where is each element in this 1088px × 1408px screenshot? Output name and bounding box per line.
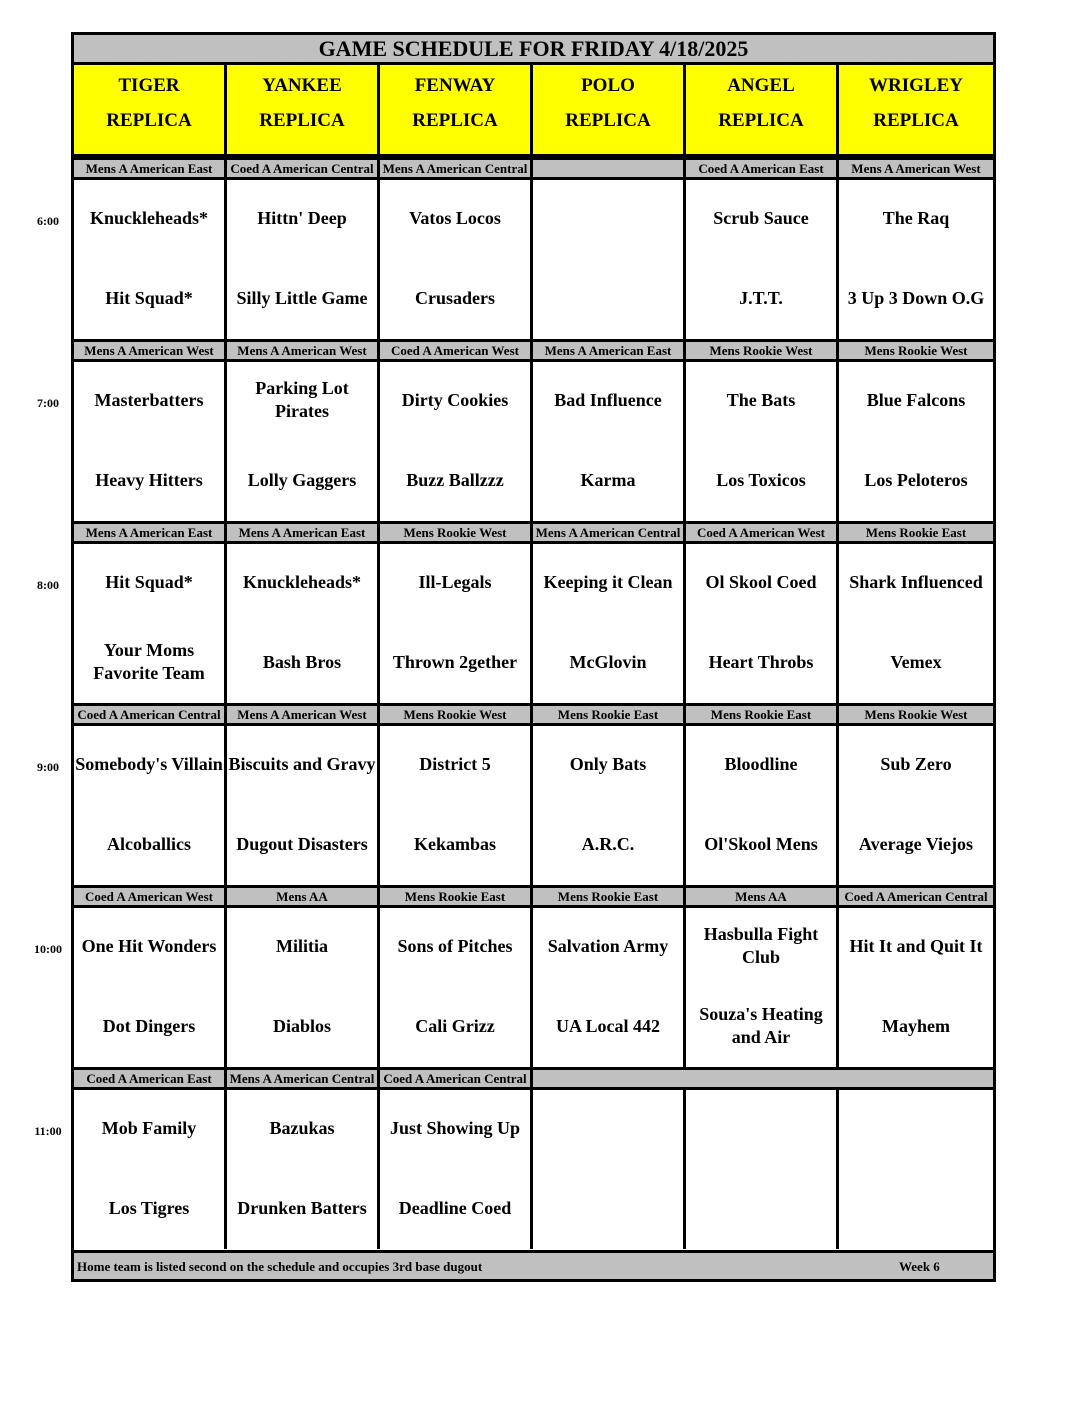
- home-team: Drunken Batters: [237, 1197, 367, 1218]
- home-team: J.T.T.: [739, 287, 783, 308]
- game-cell: [686, 544, 839, 703]
- division-label: Mens A American Central: [380, 160, 533, 177]
- away-team: Parking Lot Pirates: [255, 378, 349, 421]
- game-cell: [74, 726, 227, 885]
- away-team: [686, 1103, 836, 1153]
- division-label: Mens A American East: [227, 524, 380, 541]
- division-row: [74, 1067, 993, 1090]
- game-cell: [839, 908, 993, 1067]
- division-label: Mens Rookie East: [686, 706, 839, 723]
- away-team: Vatos Locos: [409, 207, 501, 228]
- game-cell: [227, 908, 380, 1067]
- games-row: [74, 180, 993, 339]
- division-row: [74, 339, 993, 362]
- time-label: 8:00: [37, 578, 59, 592]
- game-cell: [74, 180, 227, 339]
- home-team: Dot Dingers: [102, 1015, 196, 1036]
- home-team: UA Local 442: [555, 1015, 660, 1036]
- time-slot-block: [74, 1067, 993, 1249]
- games-row: [74, 1090, 993, 1249]
- home-team: Lolly Gaggers: [247, 469, 357, 490]
- time-slot-block: [74, 157, 993, 339]
- division-label: Coed A American Central: [74, 706, 227, 723]
- division-label: Mens A American Central: [227, 1070, 380, 1087]
- away-team: Sons of Pitches: [397, 935, 513, 956]
- division-row: [74, 157, 993, 180]
- away-team: Bad Influence: [554, 389, 662, 410]
- home-team: Crusaders: [415, 287, 495, 308]
- away-team: Somebody's Villain: [75, 753, 223, 774]
- game-cell: [74, 362, 227, 521]
- home-team: Los Tigres: [108, 1197, 190, 1218]
- division-label: Mens A American West: [227, 342, 380, 359]
- home-team: Bash Bros: [262, 651, 342, 672]
- division-label: Coed A American West: [74, 888, 227, 905]
- division-label: Mens Rookie East: [533, 706, 686, 723]
- away-team: [533, 193, 683, 243]
- division-label: Mens A American West: [74, 342, 227, 359]
- division-label: Mens A American Central: [533, 524, 686, 541]
- division-label: [839, 1070, 993, 1087]
- home-team: Vemex: [890, 651, 942, 672]
- away-team: [533, 1103, 683, 1153]
- game-cell: [380, 180, 533, 339]
- games-row: [74, 544, 993, 703]
- game-cell: [227, 1090, 380, 1249]
- game-cell: [686, 1090, 839, 1249]
- home-team: Heavy Hitters: [95, 469, 203, 490]
- time-label: 7:00: [37, 396, 59, 410]
- field-sub: REPLICA: [412, 110, 498, 131]
- field-name: ANGEL: [727, 75, 795, 96]
- away-team: Keeping it Clean: [543, 571, 673, 592]
- division-label: Mens AA: [686, 888, 839, 905]
- time-slot-block: [74, 521, 993, 703]
- away-team: Hit Squad*: [105, 571, 193, 592]
- away-team: District 5: [419, 753, 491, 774]
- division-label: Mens A American East: [533, 342, 686, 359]
- field-name: FENWAY: [414, 75, 496, 96]
- game-cell: [533, 726, 686, 885]
- game-cell: [380, 544, 533, 703]
- field-header-row: [74, 65, 993, 157]
- game-cell: [686, 180, 839, 339]
- away-team: [839, 1103, 993, 1153]
- home-team: Alcoballics: [107, 833, 191, 854]
- away-team: Bloodline: [724, 753, 798, 774]
- time-slot-block: [74, 703, 993, 885]
- field-sub: REPLICA: [873, 110, 959, 131]
- field-header-polo: [533, 65, 686, 154]
- home-team: Diablos: [272, 1015, 332, 1036]
- home-team: Your Moms Favorite Team: [93, 640, 205, 683]
- home-team: [839, 1183, 993, 1233]
- division-row: [74, 703, 993, 726]
- away-team: Hit It and Quit It: [849, 935, 983, 956]
- away-team: Sub Zero: [880, 753, 952, 774]
- field-sub: REPLICA: [106, 110, 192, 131]
- away-team: Biscuits and Gravy: [228, 753, 376, 774]
- away-team: Knuckleheads*: [89, 207, 209, 228]
- footer-bar: [74, 1250, 993, 1279]
- division-label: Mens A American West: [851, 161, 981, 176]
- games-row: [74, 726, 993, 885]
- field-name: WRIGLEY: [869, 75, 963, 96]
- game-cell: [227, 362, 380, 521]
- away-team: Hittn' Deep: [257, 207, 347, 228]
- home-team: [686, 1183, 836, 1233]
- away-team: Shark Influenced: [849, 571, 983, 592]
- division-label: Coed A American East: [74, 1070, 227, 1087]
- game-cell: [839, 544, 993, 703]
- home-team: Silly Little Game: [236, 287, 368, 308]
- game-cell: [686, 726, 839, 885]
- home-team: Hit Squad*: [105, 287, 193, 308]
- time-label: 10:00: [34, 942, 62, 956]
- division-label: Mens Rookie West: [686, 342, 839, 359]
- home-team: Average Viejos: [858, 833, 974, 854]
- home-team: Souza's Heating and Air: [699, 1004, 823, 1047]
- division-label: Mens Rookie East: [533, 888, 686, 905]
- home-team: [533, 1183, 683, 1233]
- game-cell: [533, 180, 686, 339]
- division-label: [686, 1070, 839, 1087]
- away-team: Only Bats: [569, 753, 647, 774]
- game-cell: [533, 908, 686, 1067]
- division-label: Mens AA: [227, 888, 380, 905]
- time-slot-block: [74, 339, 993, 521]
- division-label: Mens Rookie East: [380, 888, 533, 905]
- game-cell: [74, 908, 227, 1067]
- division-label: [533, 1070, 686, 1087]
- time-label: 9:00: [37, 760, 59, 774]
- game-cell: [227, 726, 380, 885]
- game-cell: [380, 908, 533, 1067]
- game-cell: [839, 180, 993, 339]
- home-team: Cali Grizz: [415, 1015, 495, 1036]
- time-label: 6:00: [37, 214, 59, 228]
- home-team: McGlovin: [569, 651, 647, 672]
- games-row: [74, 362, 993, 521]
- division-label: Coed A American East: [686, 160, 839, 177]
- game-cell: [380, 362, 533, 521]
- field-header-tiger: [74, 65, 227, 154]
- home-team: Thrown 2gether: [392, 651, 518, 672]
- division-label: Mens A American East: [74, 160, 227, 177]
- away-team: Ol Skool Coed: [705, 571, 817, 592]
- away-team: Blue Falcons: [866, 389, 966, 410]
- games-row: [74, 908, 993, 1067]
- away-team: Salvation Army: [547, 935, 669, 956]
- home-team: Karma: [580, 469, 636, 490]
- time-label: 11:00: [34, 1124, 62, 1138]
- away-team: Ill-Legals: [418, 571, 492, 592]
- away-team: Masterbatters: [94, 389, 204, 410]
- game-cell: [839, 1090, 993, 1249]
- field-header-yankee: [227, 65, 380, 154]
- field-name: TIGER: [118, 75, 180, 96]
- away-team: The Raq: [882, 207, 950, 228]
- away-team: The Bats: [726, 389, 796, 410]
- game-cell: [686, 908, 839, 1067]
- field-sub: REPLICA: [565, 110, 651, 131]
- game-cell: [227, 180, 380, 339]
- home-team: Los Toxicos: [716, 469, 806, 490]
- division-label: Mens Rookie East: [865, 525, 967, 540]
- game-cell: [380, 726, 533, 885]
- home-team: A.R.C.: [581, 833, 635, 854]
- game-cell: [74, 1090, 227, 1249]
- home-team: Dugout Disasters: [236, 833, 368, 854]
- division-label: Mens Rookie West: [864, 707, 968, 722]
- division-row: [74, 885, 993, 908]
- field-sub: REPLICA: [259, 110, 345, 131]
- away-team: Bazukas: [269, 1117, 335, 1138]
- division-label: Coed A American West: [686, 524, 839, 541]
- division-label: Mens Rookie West: [380, 524, 533, 541]
- schedule-table: [71, 32, 996, 1282]
- away-team: Hasbulla Fight Club: [703, 924, 819, 967]
- away-team: Militia: [276, 935, 328, 956]
- home-team: [533, 273, 683, 323]
- away-team: One Hit Wonders: [81, 935, 217, 956]
- division-label: Coed A American Central: [227, 160, 380, 177]
- home-team: Ol'Skool Mens: [704, 833, 818, 854]
- field-header-fenway: [380, 65, 533, 154]
- game-cell: [380, 1090, 533, 1249]
- division-label: [533, 160, 686, 177]
- division-label: Mens A American West: [227, 706, 380, 723]
- game-cell: [227, 544, 380, 703]
- game-cell: [686, 362, 839, 521]
- field-name: YANKEE: [262, 75, 342, 96]
- away-team: Dirty Cookies: [401, 389, 509, 410]
- away-team: Just Showing Up: [389, 1117, 521, 1138]
- field-name: POLO: [581, 75, 635, 96]
- game-cell: [74, 544, 227, 703]
- page-title: GAME SCHEDULE FOR FRIDAY 4/18/2025: [74, 35, 993, 65]
- footer-note: Home team is listed second on the schedule and occupies 3rd base dugout: [77, 1259, 483, 1274]
- division-label: Mens Rookie West: [380, 706, 533, 723]
- division-label: Coed A American Central: [380, 1070, 533, 1087]
- home-team: Mayhem: [882, 1015, 950, 1036]
- game-cell: [839, 726, 993, 885]
- game-cell: [533, 362, 686, 521]
- away-team: Knuckleheads*: [242, 571, 362, 592]
- field-header-wrigley: [839, 65, 993, 154]
- away-team: Mob Family: [101, 1117, 197, 1138]
- game-cell: [533, 1090, 686, 1249]
- away-team: Scrub Sauce: [713, 207, 809, 228]
- division-label: Mens Rookie West: [864, 343, 968, 358]
- game-cell: [839, 362, 993, 521]
- home-team: Deadline Coed: [398, 1197, 512, 1218]
- field-header-angel: [686, 65, 839, 154]
- division-label: Coed A American West: [380, 342, 533, 359]
- week-label: Week 6: [899, 1259, 940, 1274]
- home-team: Kekambas: [413, 833, 496, 854]
- home-team: Heart Throbs: [708, 651, 814, 672]
- division-label: Coed A American Central: [844, 889, 988, 904]
- time-slot-block: [74, 885, 993, 1067]
- division-label: Mens A American East: [74, 524, 227, 541]
- home-team: Buzz Ballzzz: [406, 469, 504, 490]
- home-team: Los Peloteros: [864, 469, 968, 490]
- division-row: [74, 521, 993, 544]
- game-cell: [533, 544, 686, 703]
- field-sub: REPLICA: [718, 110, 804, 131]
- home-team: 3 Up 3 Down O.G: [847, 287, 985, 308]
